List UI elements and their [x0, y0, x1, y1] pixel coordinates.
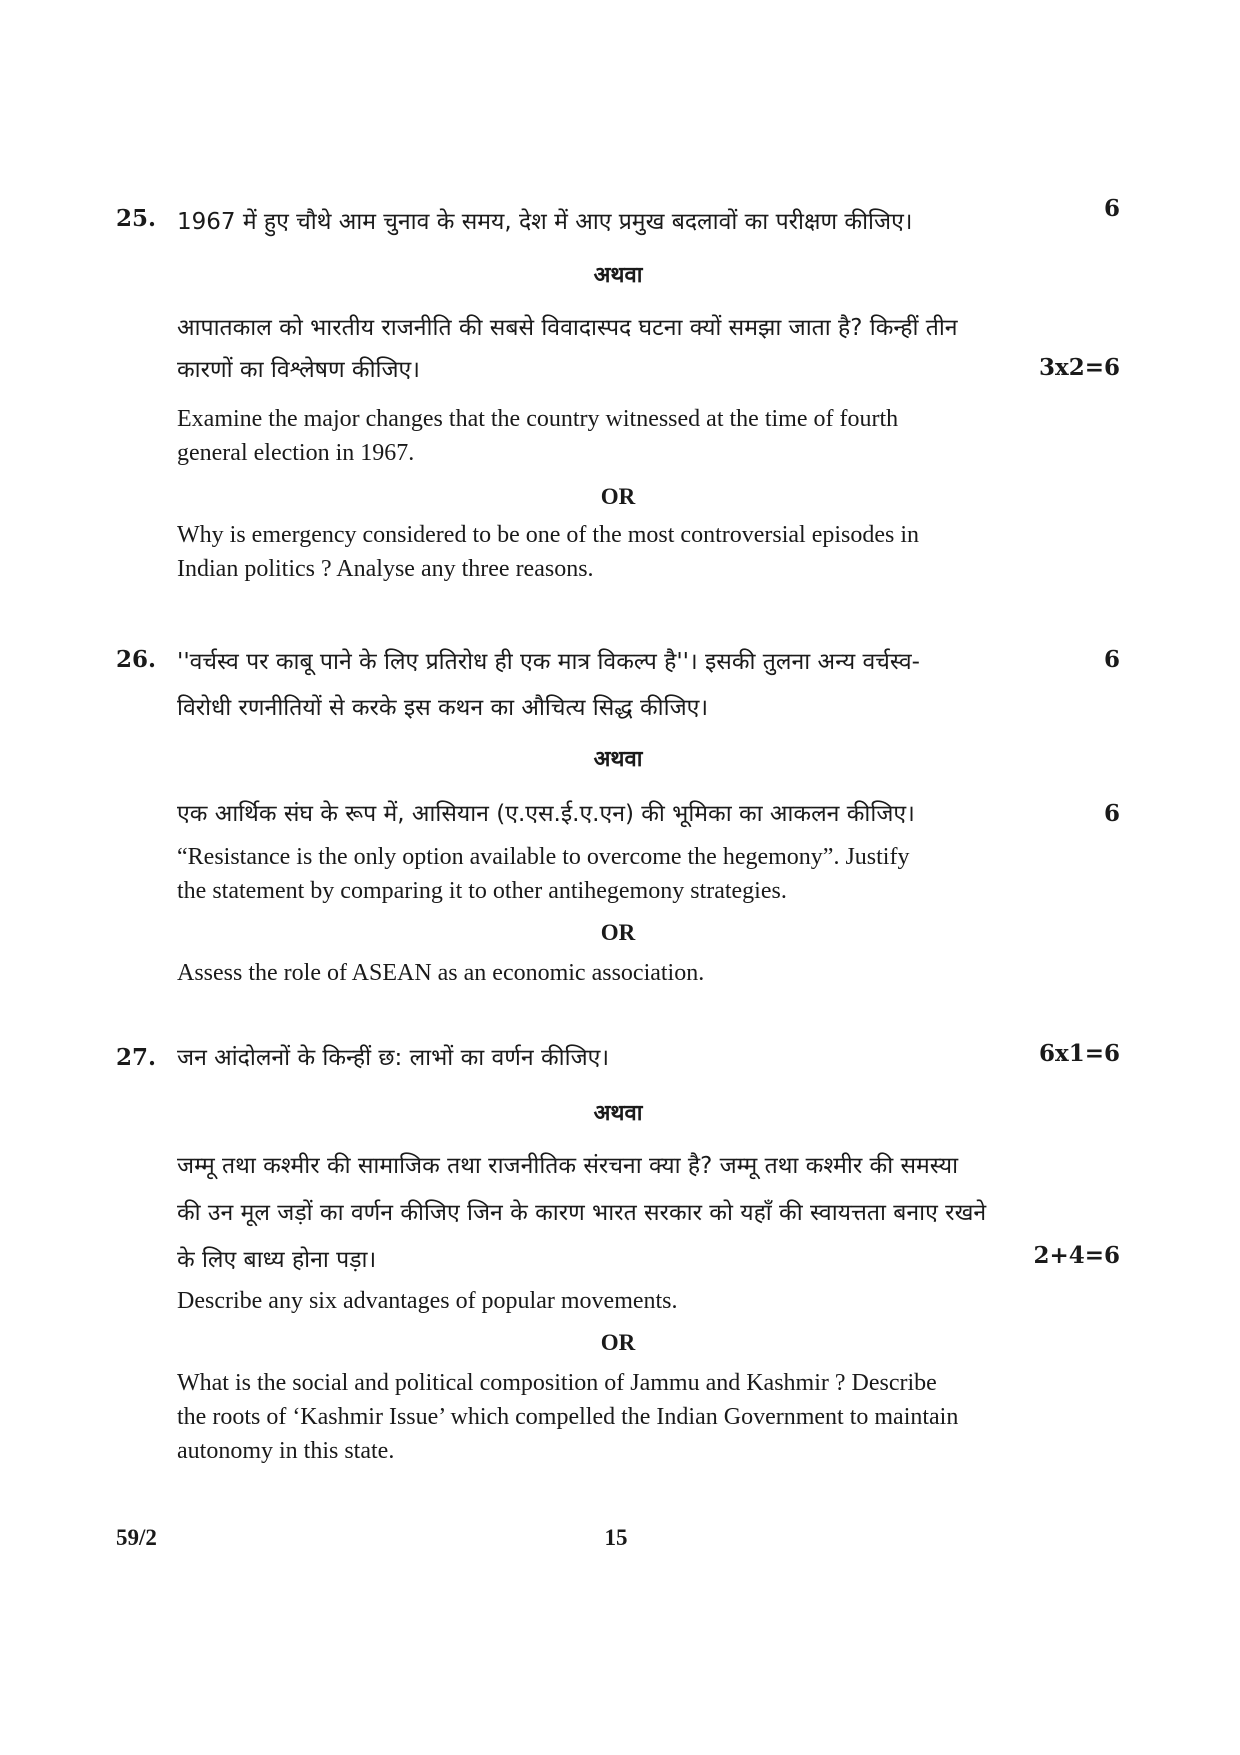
alt-marks: 6	[1103, 800, 1120, 827]
english-alt-question-line1: Why is emergency considered to be one of the most controversial episodes in	[177, 522, 920, 548]
english-alt-question-line3: autonomy in this state.	[177, 1438, 395, 1464]
hindi-question: जन आंदोलनों के किन्हीं छ: लाभों का वर्णन कीजिए।	[177, 1045, 610, 1071]
english-question-line1: Examine the major changes that the country witnessed at the time of fourth	[177, 406, 899, 432]
paper-code: 59/2	[116, 1525, 157, 1550]
or-separator: OR	[600, 1330, 636, 1355]
hindi-question-line1: ''वर्चस्व पर काबू पाने के लिए प्रतिरोध ही एक मात्र विकल्प है''। इसकी तुलना अन्य वर्चस्व-	[177, 649, 920, 675]
hindi-alt-question-line3: के लिए बाध्य होना पड़ा।	[177, 1247, 377, 1273]
question-number: 27.	[116, 1044, 157, 1071]
hindi-alt-question-line1: जम्मू तथा कश्मीर की सामाजिक तथा राजनीतिक संरचना क्या है? जम्मू तथा कश्मीर की समस्या	[177, 1153, 959, 1179]
hindi-alt-question-line2: की उन मूल जड़ों का वर्णन कीजिए जिन के कारण भारत सरकार को यहाँ की स्वायत्तता बनाए रखने	[177, 1200, 987, 1226]
hindi-question-line2: विरोधी रणनीतियों से करके इस कथन का औचित्य सिद्ध कीजिए।	[177, 695, 709, 721]
english-question-line2: general election in 1967.	[177, 440, 415, 466]
english-alt-question-line2: Indian politics ? Analyse any three reasons.	[177, 556, 594, 582]
question-number: 26.	[116, 646, 157, 673]
english-alt-question-line2: the roots of ‘Kashmir Issue’ which compelled the Indian Government to maintain	[177, 1404, 959, 1430]
hindi-alt-question-line2: कारणों का विश्लेषण कीजिए।	[177, 357, 420, 383]
english-alt-question: Assess the role of ASEAN as an economic association.	[177, 960, 705, 986]
english-alt-question-line1: What is the social and political composition of Jammu and Kashmir ? Describe	[177, 1370, 937, 1396]
athava-separator: अथवा	[593, 1101, 643, 1126]
marks: 6	[1103, 646, 1120, 673]
alt-marks: 2+4=6	[1033, 1242, 1120, 1269]
english-question-line1: “Resistance is the only option available to overcome the hegemony”. Justify	[177, 844, 910, 870]
hindi-alt-question: एक आर्थिक संघ के रूप में, आसियान (ए.एस.ई.ए.एन) की भूमिका का आकलन कीजिए।	[177, 801, 915, 827]
alt-marks: 3x2=6	[1039, 354, 1120, 381]
english-question: Describe any six advantages of popular movements.	[177, 1288, 678, 1314]
or-separator: OR	[600, 484, 636, 509]
athava-separator: अथवा	[593, 263, 643, 288]
page-number: 15	[604, 1525, 628, 1550]
english-question-line2: the statement by comparing it to other antihegemony strategies.	[177, 878, 787, 904]
hindi-alt-question-line1: आपातकाल को भारतीय राजनीति की सबसे विवादास्पद घटना क्यों समझा जाता है? किन्हीं तीन	[177, 315, 958, 341]
or-separator: OR	[600, 920, 636, 945]
marks: 6x1=6	[1039, 1040, 1120, 1067]
marks: 6	[1103, 195, 1120, 222]
question-number: 25.	[116, 205, 157, 232]
hindi-question: 1967 में हुए चौथे आम चुनाव के समय, देश में आए प्रमुख बदलावों का परीक्षण कीजिए।	[177, 209, 913, 235]
athava-separator: अथवा	[593, 747, 643, 772]
